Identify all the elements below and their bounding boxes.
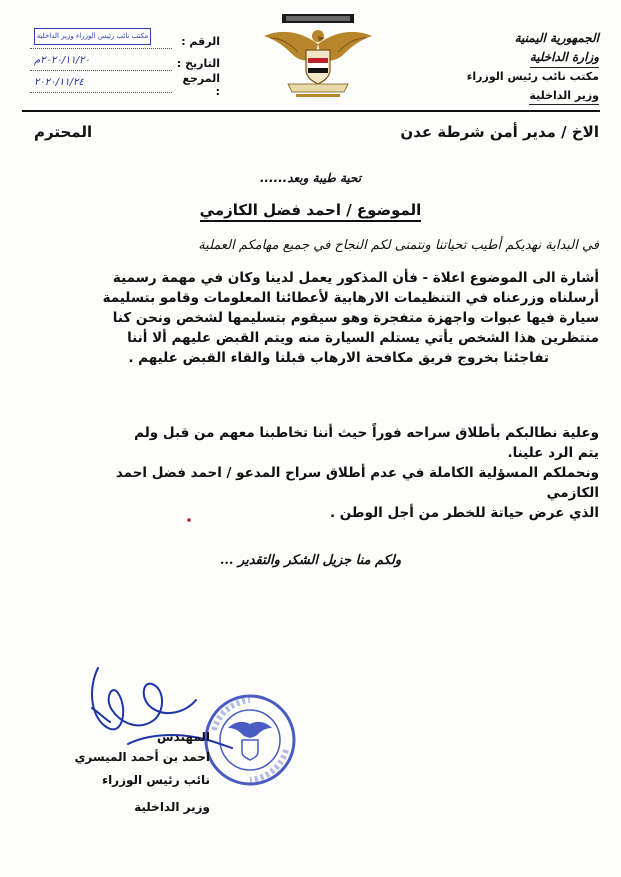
paragraph-line: ونحملكم المسؤلية الكاملة في عدم أطلاق سراح المدعو / احمد فضل احمد xyxy=(115,465,599,481)
official-seal-icon xyxy=(200,690,300,790)
addressee: الاخ / مدير أمن شرطة عدن xyxy=(400,123,599,141)
signatory-position-1: نائب رئيس الوزراء xyxy=(101,773,210,787)
handwritten-intro: في البداية نهديكم أطيب تحياتنا ونتمنى لكم النجاح في جميع مهامكم العملية xyxy=(198,238,599,253)
signatory-name: احمد بن أحمد الميسري xyxy=(74,750,210,764)
paragraph-line: أرسلناه وزرعناه في التنظيمات الارهابية لأعطائنا المعلومات وقامو بتسليمة xyxy=(102,290,599,306)
paragraph-line: الذي عرض حياتة للخطر من أجل الوطن . xyxy=(329,505,599,521)
field-reference-value: ٢٠٢٠/١١/٢٤ xyxy=(30,77,172,93)
greeting: تحية طيبة وبعد...... xyxy=(259,171,362,185)
honorific: المحترم xyxy=(34,123,93,141)
paragraph-line: سيارة فيها عبوات واجهزة متفجرة وهو سيقوم بتسليمها لشخص ونحن كنا xyxy=(112,310,599,326)
paragraph-line: يتم الرد علينا. xyxy=(507,445,599,461)
signatory-title: المهندس xyxy=(157,730,210,744)
field-reference xyxy=(30,74,220,96)
ministry-header xyxy=(449,30,599,105)
body-paragraph-2 xyxy=(24,423,599,523)
header-line-ministry: وزارة الداخلية xyxy=(530,49,599,68)
field-date-label: التاريخ : xyxy=(176,56,220,70)
field-date-value: ٢٠٢٠/١١/٢٠م xyxy=(30,55,172,71)
signatory-block xyxy=(60,728,210,822)
closing-line: ولكم منا جزيل الشكر والتقدير ... xyxy=(219,553,402,568)
field-date xyxy=(30,52,220,74)
subject-line xyxy=(0,201,621,219)
ink-dot-icon xyxy=(186,517,192,523)
paragraph-line: أشارة الى الموضوع اعلاة - فأن المذكور يعمل لدينا وكان في مهمة رسمية xyxy=(112,270,599,286)
paragraph-line: الكازمي xyxy=(546,485,599,501)
office-stamp-box: مكتب نائب رئيس الوزراء وزير الداخلية xyxy=(34,28,151,45)
header-line-office: مكتب نائب رئيس الوزراء xyxy=(466,70,599,83)
body-paragraph-1 xyxy=(24,268,599,368)
subject-text: الموضوع / احمد فضل الكازمي xyxy=(200,201,422,222)
field-reference-label: المرجع : xyxy=(182,72,220,98)
header-line-country: الجمهورية اليمنية xyxy=(514,31,599,45)
header-line-minister: وزير الداخلية xyxy=(529,87,599,105)
yemen-eagle-emblem-icon xyxy=(262,14,374,100)
field-number-label: الرقم : xyxy=(181,34,220,48)
header-divider xyxy=(22,110,600,112)
signatory-position-2: وزير الداخلية xyxy=(134,800,210,814)
paragraph-line: تفاجئنا بخروج فريق مكافحة الارهاب قبلنا والقاء القبض عليهم . xyxy=(128,350,549,366)
paragraph-line: منتظرين هذا الشخص يأتي يستلم السيارة منه ويتم القبض عليهم ألا أننا xyxy=(127,330,599,346)
paragraph-line: وعلية نطالبكم بأطلاق سراحه فوراً حيث أننا تخاطبنا معهم من قبل ولم xyxy=(134,425,599,441)
